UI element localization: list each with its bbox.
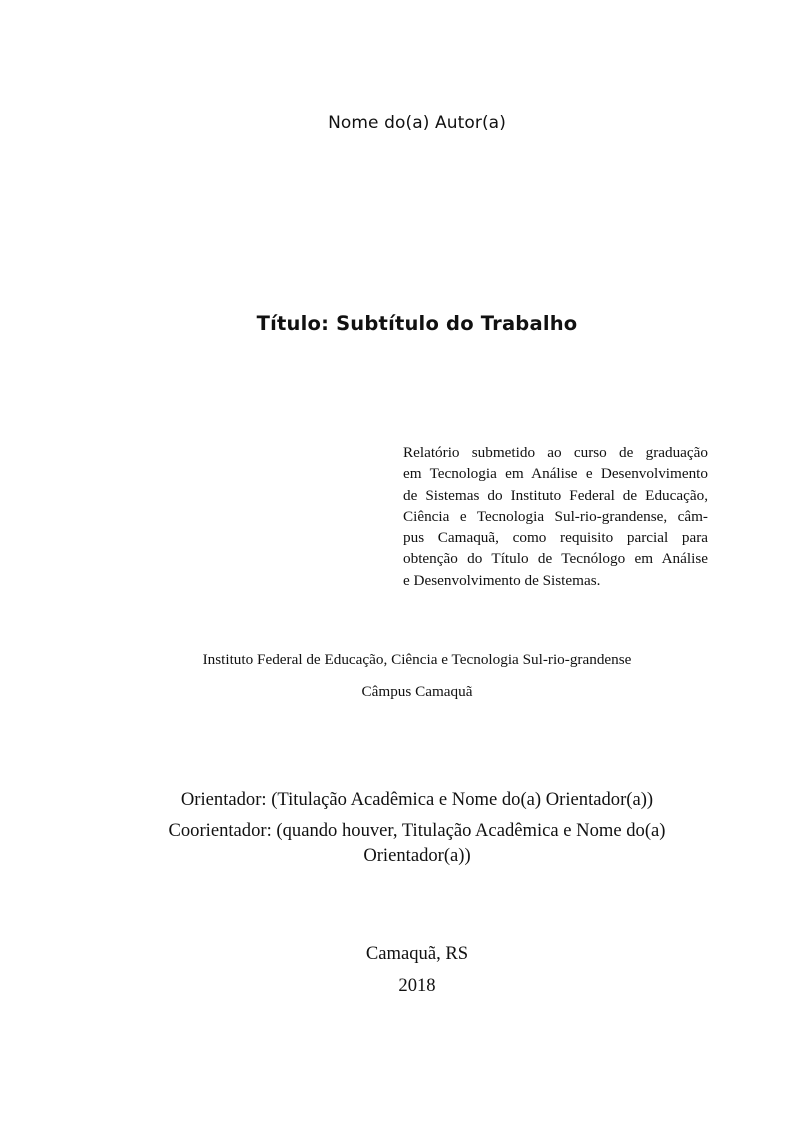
- author-name: Nome do(a) Autor(a): [328, 113, 506, 133]
- nature-line: pus Camaquã, como requisito parcial para: [403, 529, 708, 547]
- nature-line: de Sistemas do Instituto Federal de Educação,: [403, 486, 708, 504]
- institution-name: Instituto Federal de Educação, Ciência e Tecnologia Sul-rio-grandense: [202, 651, 632, 668]
- year: 2018: [398, 975, 436, 996]
- nature-line: obtenção do Título de Tecnólogo em Análise: [403, 550, 708, 568]
- nature-line: Ciência e Tecnologia Sul-rio-grandense, câm-: [403, 507, 708, 525]
- nature-line: em Tecnologia em Análise e Desenvolvimento: [403, 465, 708, 483]
- document-title: Título: Subtítulo do Trabalho: [256, 312, 578, 335]
- location: Camaquã, RS: [365, 943, 469, 964]
- coadvisor: Coorientador: (quando houver, Titulação Acadêmica e Nome do(a) Orientador(a)): [168, 820, 666, 866]
- nature-line: e Desenvolvimento de Sistemas.: [403, 571, 601, 589]
- nature-line: Relatório submetido ao curso de graduação: [403, 444, 708, 461]
- campus-name: Câmpus Camaquã: [361, 683, 473, 700]
- advisor: Orientador: (Titulação Acadêmica e Nome do(a) Orientador(a)): [180, 789, 654, 810]
- work-nature-statement: [403, 442, 708, 591]
